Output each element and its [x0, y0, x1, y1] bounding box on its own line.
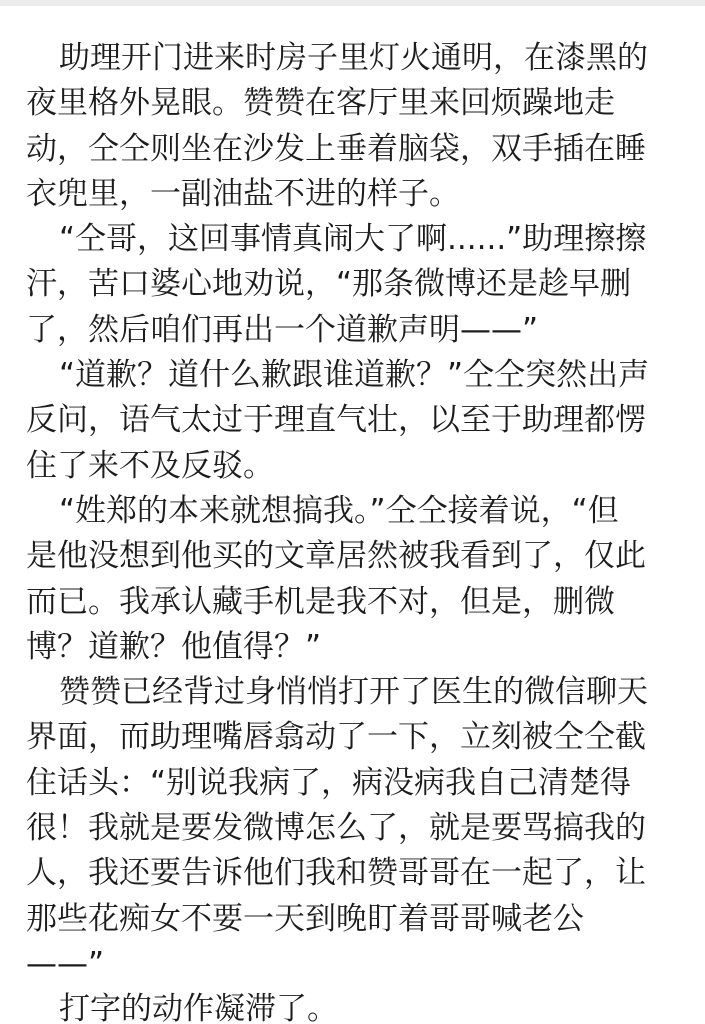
text-line: “姓郑的本来就想搞我。”仝仝接着说，“但: [59, 492, 619, 529]
text-line: 反问，语气太过于理直气壮，以至于助理都愣: [26, 402, 646, 439]
text-line: 住话头：“别说我病了，病没病我自己清楚得: [26, 764, 632, 801]
text-line: 助理开门进来时房子里灯火通明，在漆黑的: [59, 40, 648, 76]
text-line: 而已。我承认藏手机是我不对，但是，删微: [26, 583, 615, 620]
text-line: 那些花痴女不要一天到晚盯着哥哥喊老公: [26, 900, 584, 937]
text-line: 夜里格外晃眼。赞赞在客厅里来回烦躁地走: [26, 85, 615, 122]
text-line: 人，我还要告诉他们我和赞哥哥在一起了，让: [26, 855, 646, 892]
text-line: 打字的动作凝滞了。: [59, 991, 338, 1024]
text-line: 界面，而助理嘴唇翕动了一下，立刻被仝仝截: [26, 719, 646, 756]
text-line: “仝哥，这回事情真闹大了啊......”助理擦擦: [59, 221, 647, 258]
text-line: 了，然后咱们再出一个道歉声明——”: [26, 311, 539, 348]
text-line: 住了来不及反驳。: [26, 447, 274, 484]
text-line: 博？道歉？他值得？”: [26, 628, 322, 665]
text-line: ——”: [26, 945, 105, 982]
text-line: 是他没想到他买的文章居然被我看到了，仅此: [26, 538, 646, 575]
text-line: “道歉？道什么歉跟谁道歉？”仝仝突然出声: [59, 357, 650, 394]
text-line: 汗，苦口婆心地劝说，“那条微博还是趁早删: [26, 266, 632, 303]
text-line: 赞赞已经背过身悄悄打开了医生的微信聊天: [59, 674, 648, 711]
top-divider: [0, 0, 705, 6]
text-line: 衣兜里，一副油盐不进的样子。: [26, 175, 460, 212]
text-line: 很！我就是要发微博怎么了，就是要骂搞我的: [26, 810, 646, 847]
text-line: 动，仝仝则坐在沙发上垂着脑袋，双手插在睡: [26, 130, 646, 167]
story-text: [26, 36, 680, 1024]
